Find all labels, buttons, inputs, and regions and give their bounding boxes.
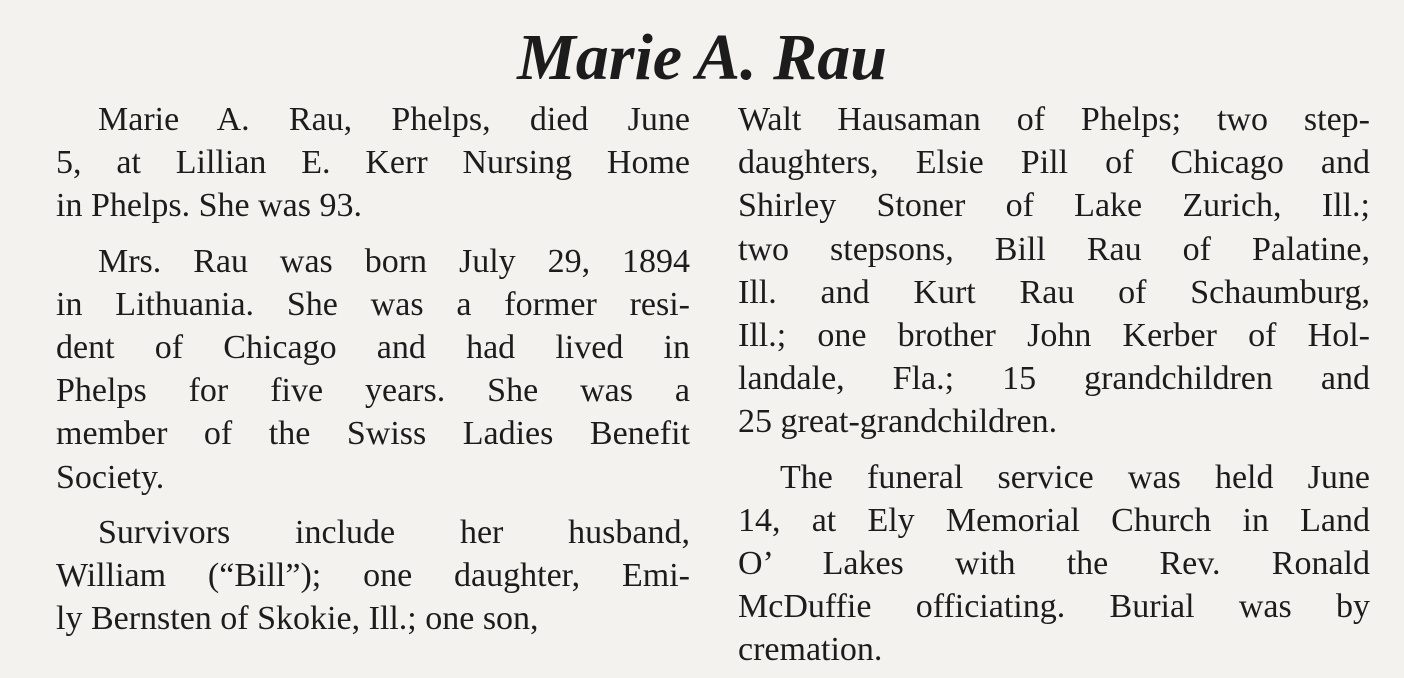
- text-line: 5, at Lillian E. Kerr Nursing Home: [56, 144, 690, 182]
- text-line: two stepsons, Bill Rau of Palatine,: [738, 230, 1370, 268]
- obituary-headline: Marie A. Rau: [517, 21, 887, 94]
- text-line: Ill. and Kurt Rau of Schaumburg,: [738, 273, 1370, 311]
- paragraph: [56, 98, 690, 228]
- text-line: Mrs. Rau was born July 29, 1894: [98, 242, 690, 280]
- text-line: in Lithuania. She was a former resi-: [56, 285, 690, 323]
- text-line: Survivors include her husband,: [98, 513, 690, 551]
- text-line: in Phelps. She was 93.: [56, 187, 362, 225]
- paragraph: [738, 456, 1370, 672]
- right-column: [738, 98, 1370, 672]
- paragraph: [56, 511, 690, 641]
- text-line: O’ Lakes with the Rev. Ronald: [738, 545, 1370, 583]
- text-line: Society.: [56, 458, 165, 496]
- text-line: daughters, Elsie Pill of Chicago and: [738, 144, 1370, 182]
- text-line: dent of Chicago and had lived in: [56, 329, 690, 367]
- text-line: The funeral service was held June: [780, 458, 1370, 496]
- text-line: Marie A. Rau, Phelps, died June: [98, 101, 690, 138]
- text-line: member of the Swiss Ladies Benefit: [56, 415, 690, 453]
- text-line: Ill.; one brother John Kerber of Hol-: [738, 317, 1370, 355]
- text-line: Walt Hausaman of Phelps; two step-: [738, 101, 1370, 138]
- left-column: [56, 98, 690, 640]
- paragraph: [56, 240, 690, 499]
- text-line: McDuffie officiating. Burial was by: [738, 588, 1370, 626]
- text-line: ly Bernsten of Skokie, Ill.; one son,: [56, 600, 539, 638]
- text-line: landale, Fla.; 15 grandchildren and: [738, 360, 1370, 398]
- text-line: Phelps for five years. She was a: [56, 372, 690, 410]
- text-line: 14, at Ely Memorial Church in Land: [738, 501, 1370, 539]
- text-line: Shirley Stoner of Lake Zurich, Ill.;: [738, 187, 1370, 225]
- text-line: cremation.: [738, 631, 883, 669]
- text-line: 25 great-grandchildren.: [738, 403, 1058, 441]
- text-line: William (“Bill”); one daughter, Emi-: [56, 557, 690, 595]
- paragraph: [738, 98, 1370, 444]
